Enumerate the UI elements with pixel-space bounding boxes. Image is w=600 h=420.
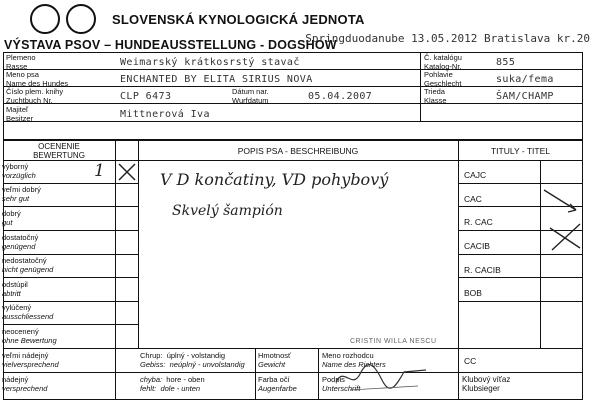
ski-logo xyxy=(66,4,96,34)
judge-signature xyxy=(330,356,440,396)
catalog-label: Č. katalógu Katalog-Nr. xyxy=(424,53,462,71)
org-name: SLOVENSKÁ KYNOLOGICKÁ JEDNOTA xyxy=(112,12,365,27)
title-check-marks xyxy=(540,184,584,254)
club-winner-label: Klubový víťaz Klubsieger xyxy=(462,375,511,393)
owner-value: Mittnerová Iva xyxy=(120,109,210,120)
breed-value: Weimarský krátkosrstý stavač xyxy=(120,57,300,68)
dob-value: 05.04.2007 xyxy=(308,91,373,102)
title-cajc: CAJC xyxy=(464,170,487,180)
rating-not-judged: neocenený ohne Bewertung xyxy=(2,327,57,345)
title-r-cacib: R. CACIB xyxy=(464,265,501,275)
show-title: VÝSTAVA PSOV – HUNDEAUSSTELLUNG - DOGSHOW xyxy=(4,38,337,52)
judge-stamp: CRISTIN WILLA NESCU xyxy=(350,338,437,345)
dog-name-value: ENCHANTED BY ELITA SIRIUS NOVA xyxy=(120,74,313,85)
title-cac: CAC xyxy=(464,194,482,204)
breed-label: Plemeno Rasse xyxy=(6,53,36,71)
title-cacib: CACIB xyxy=(464,241,490,251)
title-r-cac: R. CAC xyxy=(464,217,493,227)
rating-sufficient: dostatočný genügend xyxy=(2,233,39,251)
description-line1: V D končatiny, VD pohybový xyxy=(160,170,389,189)
owner-label: Majiteľ Besitzer xyxy=(6,105,34,123)
title-bob: BOB xyxy=(464,288,482,298)
rating-promising: nádejný versprechend xyxy=(2,375,48,393)
rating-good: dobrý gut xyxy=(2,209,21,227)
kennel-club-logo xyxy=(30,4,60,34)
rating-very-good: veľmi dobrý sehr gut xyxy=(2,185,41,203)
dob-label: Dátum nar. Wurfdatum xyxy=(232,87,269,105)
titles-header: TITULY - TITEL xyxy=(490,146,551,156)
rating-placement-mark: 1 xyxy=(94,161,105,181)
eye-color-label: Farba očí Augenfarbe xyxy=(258,375,297,393)
weight-label: Hmotnosť Gewicht xyxy=(258,351,291,369)
rating-header: OCENENIE BEWERTUNG xyxy=(33,142,85,160)
sex-value: suka/fema xyxy=(496,74,554,85)
class-label: Trieda Klasse xyxy=(424,87,447,105)
class-value: ŠAM/CHAMP xyxy=(496,91,554,102)
rating-withdrawn: odstúpil abtritt xyxy=(2,280,28,298)
name-label: Meno psa Name des Hundes xyxy=(6,70,69,88)
catalog-value: 855 xyxy=(496,57,516,68)
studbook-label: Číslo plem. knihy Zuchtbuch Nr. xyxy=(6,87,64,105)
rating-disqualified: vylúčený ausschliessend xyxy=(2,303,54,321)
rating-insufficient: nedostatočný nicht genügend xyxy=(2,256,54,274)
sex-label: Pohlavie Geschlecht xyxy=(424,70,462,88)
rating-very-promising: veľmi nádejný vielversprechend xyxy=(2,351,59,369)
judge-name-label: Meno rozhodcu Name des Richters xyxy=(322,351,386,369)
rating-excellent: výborný vorzüglich xyxy=(2,162,36,180)
teeth-label: Chrup: úplný - volstandig Gebiss: neúplný - unvolstandig xyxy=(140,351,245,369)
description-header: POPIS PSA - BESCHREIBUNG xyxy=(237,146,359,156)
title-cc: CC xyxy=(464,356,477,366)
signature-label: Podpis Unterschrift xyxy=(322,375,361,393)
description-line2: Skvelý šampión xyxy=(172,203,283,219)
missing-teeth-label: chyba: hore - oben fehlt: dole - unten xyxy=(140,375,205,393)
rating-cross-mark xyxy=(116,161,138,183)
printed-show-info: Springduodanube 13.05.2012 Bratislava kr.20 xyxy=(305,32,590,45)
studbook-value: CLP 6473 xyxy=(120,91,172,102)
